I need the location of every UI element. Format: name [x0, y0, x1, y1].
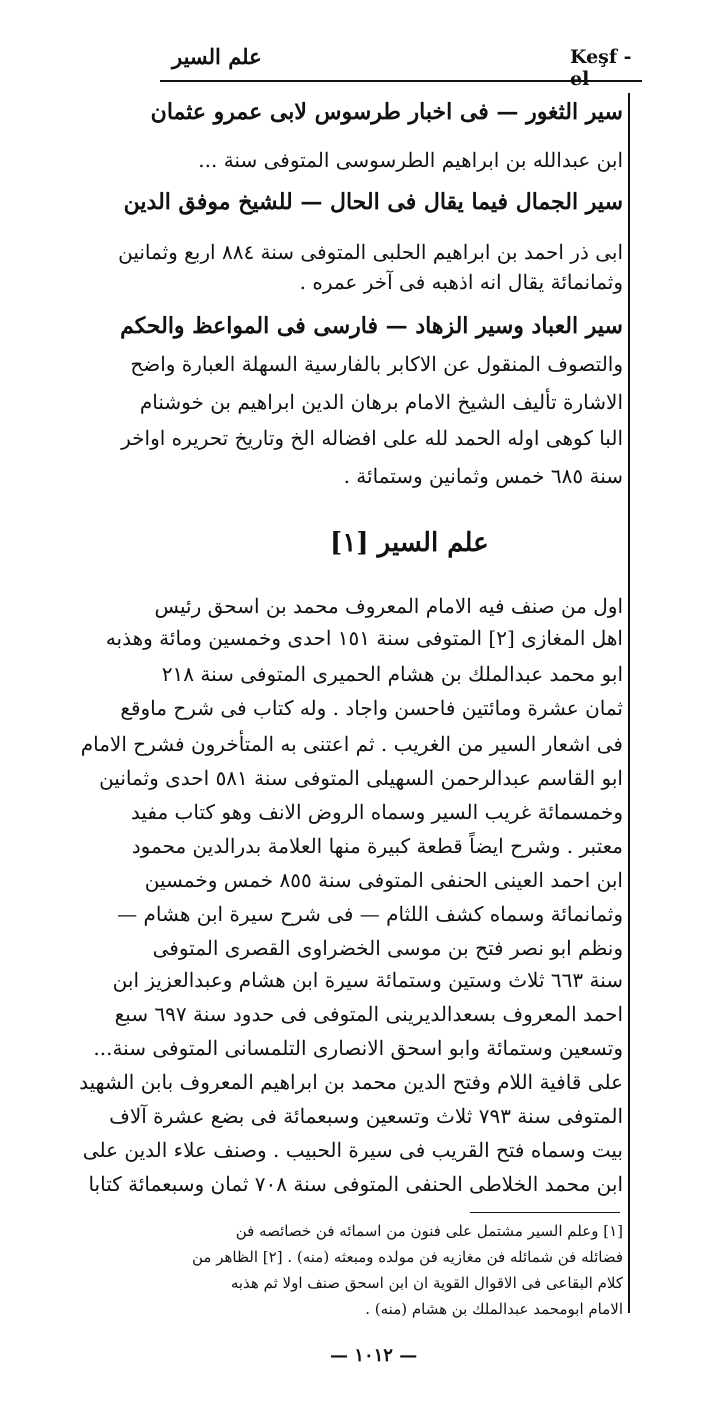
- entry-heading: سير الجمال فيما يقال فى الحال — للشيخ موفق الدين: [123, 189, 623, 215]
- entry-text: والتصوف المنقول عن الاكابر بالفارسية السهلة العبارة واضح: [130, 352, 623, 376]
- footnote-line: فضائله فن شمائله فن مغازيه فن مولده ومبعثه (منه) . [٢] الظاهر من: [192, 1248, 623, 1266]
- entry-text: سنة ٦٨٥ خمس وثمانين وستمائة .: [343, 464, 623, 488]
- body-line: ونظم ابو نصر فتح بن موسى الخضراوى القصرى المتوفى: [152, 936, 623, 960]
- body-line: ثمان عشرة ومائتين فاحسن واجاد . وله كتاب فى شرح ماوقع: [120, 696, 623, 720]
- header-divider: [160, 80, 642, 82]
- body-line: اول من صنف فيه الامام المعروف محمد بن اسحق رئيس: [154, 594, 623, 618]
- running-title-latin: Keşf - el: [570, 46, 632, 90]
- footnote-line: [١] وعلم السير مشتمل على فنون من اسمائه فن خصائصه فن: [235, 1222, 623, 1240]
- entry-heading: سير الثغور — فى اخبار طرسوس لابى عمرو عثمان: [150, 99, 623, 125]
- body-line: اهل المغازى [٢] المتوفى سنة ١٥١ احدى وخمسين ومائة وهذبه: [105, 626, 623, 650]
- body-line: احمد المعروف بسعدالديرينى المتوفى فى حدود سنة ٦٩٧ سبع: [114, 1002, 623, 1026]
- entry-text: وثمانمائة يقال انه اذهبه فى آخر عمره .: [299, 270, 623, 294]
- body-line: ابن محمد الخلاطى الحنفى المتوفى سنة ٧٠٨ ثمان وسبعمائة كتابا: [88, 1172, 623, 1196]
- body-line: ابو محمد عبدالملك بن هشام الحميرى المتوفى سنة ٢١٨: [161, 662, 623, 686]
- entry-text: ابن عبدالله بن ابراهيم الطرسوسى المتوفى سنة ...: [198, 148, 623, 172]
- entry-text: الاشارة تأليف الشيخ الامام برهان الدين ابراهيم بن خوشنام: [139, 390, 623, 414]
- body-line: وتسعين وستمائة وابو اسحق الانصارى التلمسانى المتوفى سنة...: [93, 1036, 623, 1060]
- page-number: — ١٠١٢ —: [330, 1345, 418, 1366]
- entry-text: ابى ذر احمد بن ابراهيم الحلبى المتوفى سنة ٨٨٤ اربع وثمانين: [118, 240, 623, 264]
- footnote-line: كلام البقاعى فى الاقوال القوية ان ابن اسحق صنف اولا ثم هذبه: [230, 1274, 623, 1292]
- body-line: فى اشعار السير من الغريب . ثم اعتنى به المتأخرون فشرح الامام: [80, 732, 623, 756]
- body-line: على قافية اللام وفتح الدين محمد بن ابراهيم المعروف بابن الشهيد: [79, 1070, 623, 1094]
- body-line: بيت وسماه فتح القريب فى سيرة الحبيب . وصنف علاء الدين على: [82, 1138, 623, 1162]
- body-line: وثمانمائة وسماه كشف اللثام — فى شرح سيرة ابن هشام —: [117, 902, 623, 926]
- footnote-line: الامام ابومحمد عبدالملك بن هشام (منه) .: [365, 1300, 623, 1318]
- entry-heading: سير العباد وسير الزهاد — فارسى فى المواعظ والحكم: [120, 313, 623, 339]
- body-line: سنة ٦٦٣ ثلاث وستين وستمائة سيرة ابن هشام وعبدالعزيز ابن: [112, 968, 623, 992]
- body-line: معتبر . وشرح ايضاً قطعة كبيرة منها العلامة بدرالدين محمود: [131, 834, 623, 858]
- margin-rule: [628, 93, 630, 1313]
- section-title: علم السير [١]: [330, 528, 489, 558]
- body-line: ابو القاسم عبدالرحمن السهيلى المتوفى سنة ٥٨١ احدى وثمانين: [99, 766, 623, 790]
- body-line: المتوفى سنة ٧٩٣ ثلاث وتسعين وسبعمائة فى بضع عشرة آلاف: [109, 1104, 623, 1128]
- body-line: ابن احمد العينى الحنفى المتوفى سنة ٨٥٥ خمس وخمسين: [144, 868, 623, 892]
- page-header: [160, 42, 642, 90]
- body-line: وخمسمائة غريب السير وسماه الروض الانف وهو كتاب مفيد: [130, 800, 623, 824]
- footnote-divider: [470, 1212, 620, 1213]
- running-title-arabic: علم السير: [172, 44, 262, 69]
- entry-text: البا كوهى اوله الحمد لله على افضاله الخ وتاريخ تحريره اواخر: [121, 426, 623, 450]
